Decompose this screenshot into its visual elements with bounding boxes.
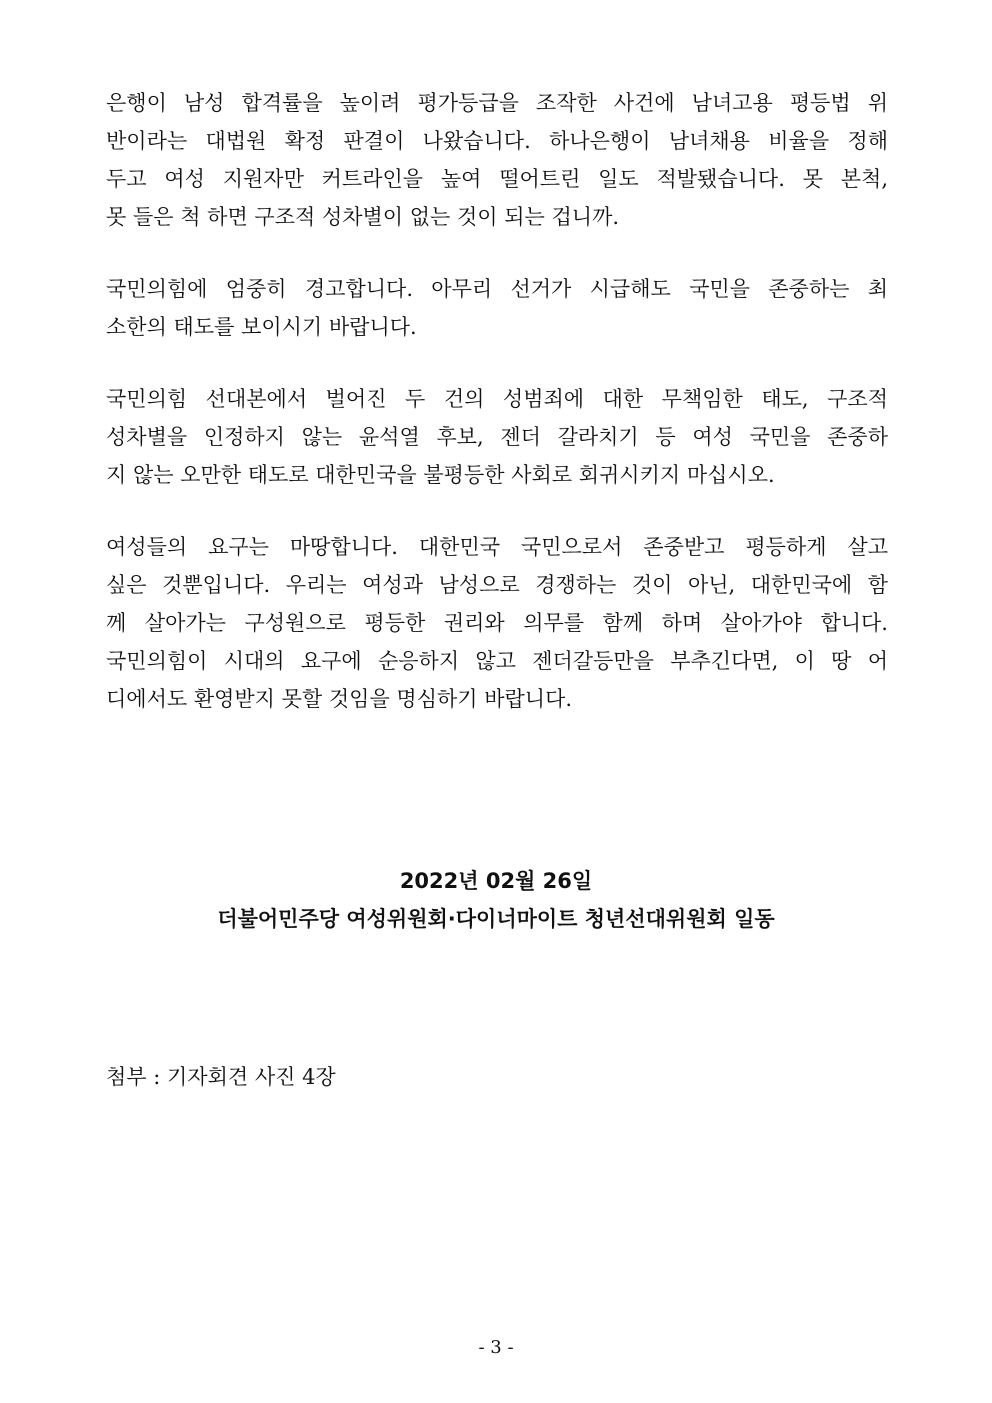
paragraph-line: 여성들의 요구는 마땅합니다. 대한민국 국민으로서 존중받고 평등하게 살고 <box>106 535 888 559</box>
paragraph-3 <box>106 380 888 494</box>
paragraph-1 <box>106 84 888 236</box>
paragraph-2 <box>106 270 888 346</box>
paragraph-line: 지 않는 오만한 태도로 대한민국을 불평등한 사회로 회귀시키지 마십시오. <box>106 463 775 487</box>
paragraph-line: 반이라는 대법원 확정 판결이 나왔습니다. 하나은행이 남녀채용 비율을 정해 <box>106 129 888 153</box>
paragraph-line: 싶은 것뿐입니다. 우리는 여성과 남성으로 경쟁하는 것이 아닌, 대한민국에 함 <box>106 573 888 597</box>
paragraph-line: 께 살아가는 구성원으로 평등한 권리와 의무를 함께 하며 살아가야 합니다. <box>106 611 888 635</box>
paragraph-line: 은행이 남성 합격률을 높이려 평가등급을 조작한 사건에 남녀고용 평등법 위 <box>106 91 888 115</box>
paragraph-line: 못 들은 척 하면 구조적 성차별이 없는 것이 되는 겁니까. <box>106 205 620 229</box>
paragraph-line: 국민의힘이 시대의 요구에 순응하지 않고 젠더갈등만을 부추긴다면, 이 땅 어 <box>106 649 888 673</box>
paragraph-line: 성차별을 인정하지 않는 윤석열 후보, 젠더 갈라치기 등 여성 국민을 존중하 <box>106 425 888 449</box>
statement-date: 2022년 02월 26일 <box>399 869 593 893</box>
paragraph-line: 국민의힘 선대본에서 벌어진 두 건의 성범죄에 대한 무책임한 태도, 구조적 <box>106 387 888 411</box>
paragraph-line: 국민의힘에 엄중히 경고합니다. 아무리 선거가 시급해도 국민을 존중하는 최 <box>106 277 888 301</box>
paragraph-line: 디에서도 환영받지 못할 것임을 명심하기 바랍니다. <box>106 687 573 711</box>
paragraph-line: 두고 여성 지원자만 커트라인을 높여 떨어트린 일도 적발됐습니다. 못 본척, <box>106 167 888 191</box>
page-number: - 3 - <box>478 1337 514 1358</box>
body-text <box>106 84 888 752</box>
signatory-organization: 더불어민주당 여성위원회·다이너마이트 청년선대위원회 일동 <box>217 907 775 931</box>
paragraph-line: 소한의 태도를 보이시기 바랍니다. <box>106 315 417 339</box>
attachment-note: 첨부 : 기자회견 사진 4장 <box>106 1065 336 1089</box>
paragraph-4 <box>106 528 888 718</box>
